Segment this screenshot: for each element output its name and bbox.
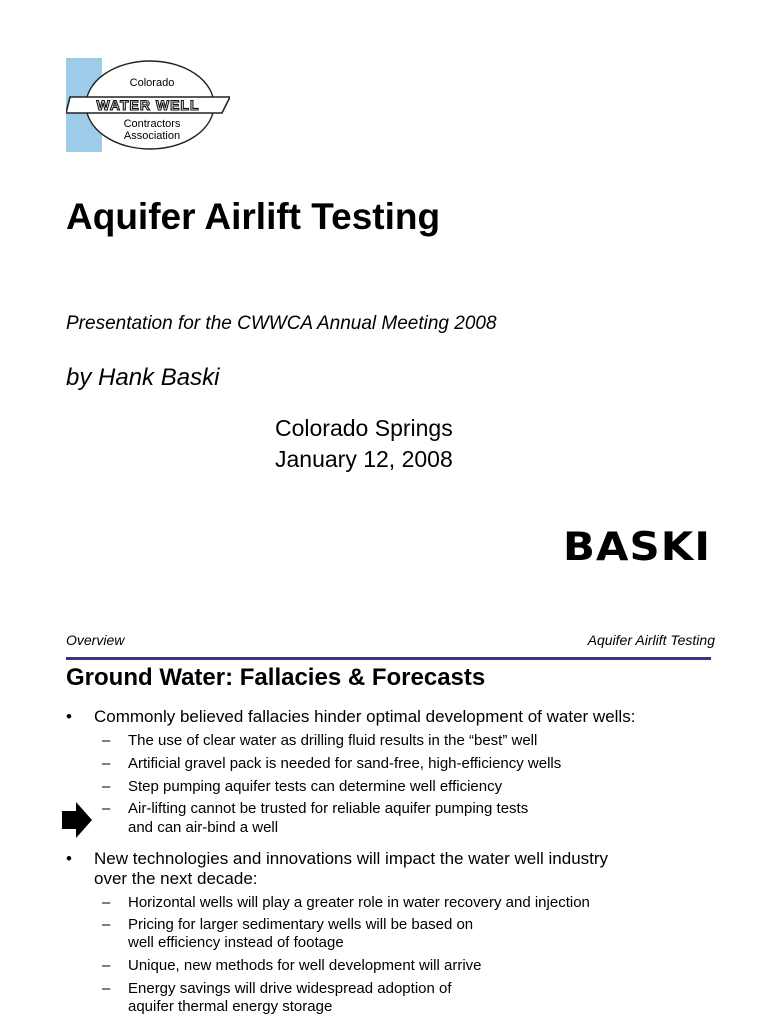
cwwca-logo: [66, 56, 230, 154]
sub-dash: –: [102, 800, 111, 817]
bullet-text: New technologies and innovations will impact the water well industry: [94, 849, 609, 868]
svg-text:Association: Association: [123, 130, 181, 142]
bullet-text: Commonly believed fallacies hinder optimal development of water wells:: [94, 707, 636, 726]
sub-dash: –: [102, 916, 111, 933]
sub-dash: –: [102, 732, 111, 749]
author-line: by Hank Baski: [66, 364, 220, 391]
sub-text: Horizontal wells will play a greater role in water recovery and injection: [128, 894, 590, 911]
bullet-text-continued: over the next decade:: [94, 869, 258, 888]
baski-logo: [563, 526, 713, 564]
sub-dash: –: [102, 894, 111, 911]
footer-section-label: Overview: [66, 632, 125, 648]
sub-text: Energy savings will drive widespread adoption of: [128, 980, 452, 997]
location-date: [275, 413, 453, 475]
sub-dash: –: [102, 755, 111, 772]
sub-text: The use of clear water as drilling fluid results in the “best” well: [128, 732, 538, 749]
slide-subtitle: Presentation for the CWWCA Annual Meeting 2008: [66, 313, 497, 334]
slide-title: Aquifer Airlift Testing: [66, 196, 441, 237]
presentation-date: January 12, 2008: [275, 446, 453, 472]
footer-deck-title: Aquifer Airlift Testing: [587, 632, 715, 648]
svg-text:WATER WELL: WATER WELL: [96, 97, 200, 113]
sub-text: Step pumping aquifer tests can determine well efficiency: [128, 778, 503, 795]
svg-text:BASKI: BASKI: [563, 526, 711, 564]
sub-text-continued: and can air-bind a well: [128, 819, 279, 836]
sub-dash: –: [102, 980, 111, 997]
svg-text:Contractors: Contractors: [123, 118, 181, 130]
sub-text: Artificial gravel pack is needed for sand-free, high-efficiency wells: [128, 755, 562, 772]
location-city: Colorado Springs: [275, 415, 453, 441]
sub-dash: –: [102, 778, 111, 795]
sub-text-continued: aquifer thermal energy storage: [128, 998, 333, 1015]
section-title: Ground Water: Fallacies & Forecasts: [66, 664, 486, 691]
sub-text: Unique, new methods for well development will arrive: [128, 957, 482, 974]
sub-dash: –: [102, 957, 111, 974]
header-rule: [66, 657, 711, 660]
sub-text-continued: well efficiency instead of footage: [128, 934, 344, 951]
right-arrow-icon: [62, 802, 92, 838]
bullet-dot: •: [66, 849, 72, 868]
sub-text: Air-lifting cannot be trusted for reliable aquifer pumping tests: [128, 800, 529, 817]
svg-text:Colorado: Colorado: [129, 77, 175, 89]
sub-text: Pricing for larger sedimentary wells will be based on: [128, 916, 474, 933]
bullet-dot: •: [66, 707, 72, 726]
